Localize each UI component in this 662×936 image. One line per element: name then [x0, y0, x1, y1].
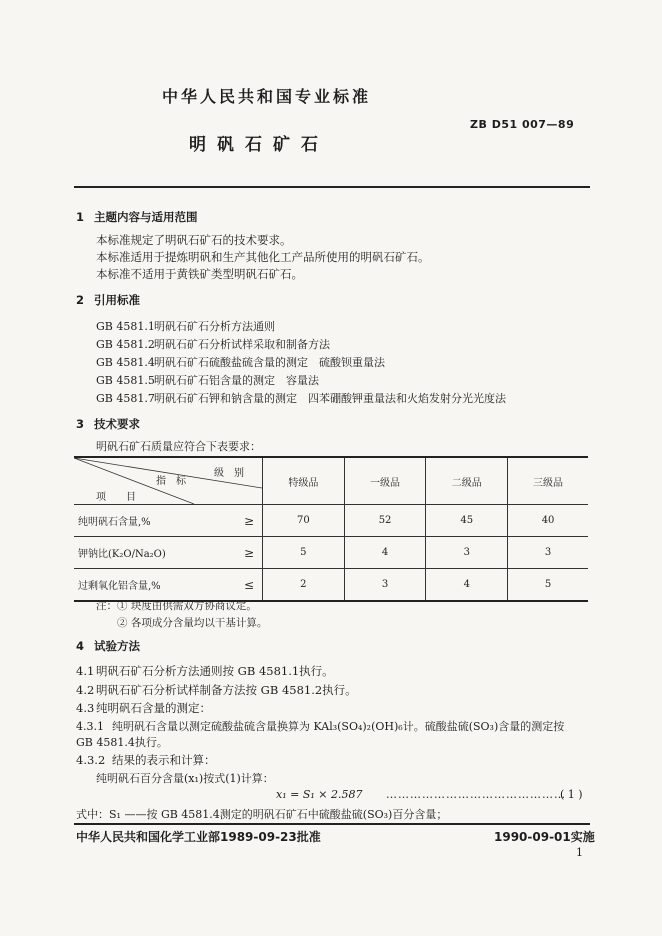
- grade-header: 二级品: [426, 457, 508, 505]
- table-header-row: [74, 457, 588, 505]
- section-2-heading: [76, 292, 140, 308]
- org-title: 中华人民共和国专业标准: [162, 87, 372, 106]
- table-cell: 5: [508, 569, 588, 602]
- grade-header: 一级品: [344, 457, 426, 505]
- reference-item: [96, 354, 385, 370]
- table-cell: 3: [508, 537, 588, 569]
- clause-continuation: GB 4581.4执行。: [76, 736, 168, 749]
- reference-item: [96, 318, 275, 334]
- effective-date: 1990-09-01实施: [494, 830, 595, 844]
- paragraph: 本标准规定了明矾石矿石的技术要求。: [96, 233, 292, 247]
- table-cell: 4: [344, 537, 426, 569]
- equation-where: 式中：S₁ ——按 GB 4581.4测定的明矾石矿石中硫酸盐硫(SO₃)百分含量；: [76, 808, 448, 821]
- table-intro: 明矾石矿石质量应符合下表要求：: [96, 440, 261, 453]
- equation-number: ( 1 ): [560, 788, 583, 801]
- table-cell: 4: [426, 569, 508, 602]
- table-note: ② 各项成分含量均以干基计算。: [117, 617, 268, 629]
- section-number: 2: [76, 293, 85, 307]
- approval-line: 中华人民共和国化学工业部1989-09-23批准: [76, 830, 321, 844]
- header-item-label: 项 目: [96, 492, 136, 503]
- reference-item: [96, 336, 330, 352]
- reference-title: 明矾石矿石分析方法通则: [154, 320, 275, 333]
- reference-item: [96, 390, 506, 406]
- clause-text: 明矾石矿石分析试样制备方法按 GB 4581.2执行。: [96, 683, 357, 697]
- reference-title: 明矾石矿石铝含量的测定 容量法: [154, 374, 319, 387]
- clause-text: 纯明矾石含量以测定硫酸盐硫含量换算为 KAl₃(SO₄)₂(OH)₆计。硫酸盐硫(SO₃)含量的测定按: [112, 720, 565, 733]
- clause-number: 4.3: [76, 701, 95, 715]
- standard-number: ZB D51 007—89: [470, 118, 575, 131]
- equation-leader-dots: ………………………………………: [386, 788, 566, 801]
- section-4-heading: [76, 638, 140, 654]
- paragraph: 本标准不适用于黄铁矿类型明矾石矿石。: [96, 267, 303, 281]
- table-note: 注：① 块度由供需双方协商议定。: [96, 600, 257, 612]
- table-row: [74, 505, 588, 537]
- section-title: 主题内容与适用范围: [94, 210, 198, 224]
- table-cell: 2: [263, 569, 345, 602]
- reference-code: GB 4581.4: [96, 356, 155, 369]
- comparison-symbol: ≤: [222, 569, 263, 602]
- reference-code: GB 4581.7: [96, 392, 155, 405]
- section-title: 试验方法: [94, 639, 140, 653]
- table-cell: 3: [344, 569, 426, 602]
- row-label: 钾钠比(K₂O/Na₂O): [74, 537, 222, 569]
- section-3-heading: [76, 416, 140, 432]
- clause-text: 结果的表示和计算：: [112, 753, 216, 767]
- clause-number: 4.1: [76, 664, 95, 678]
- table-row: [74, 537, 588, 569]
- reference-code: GB 4581.5: [96, 374, 155, 387]
- clause: [76, 700, 211, 716]
- section-number: 1: [76, 210, 85, 224]
- reference-title: 明矾石矿石硫酸盐硫含量的测定 硫酸钡重量法: [154, 356, 385, 369]
- quality-table: [74, 456, 588, 602]
- section-1-heading: [76, 209, 198, 225]
- reference-item: [96, 372, 319, 388]
- document-title: 明矾石矿石: [189, 135, 329, 155]
- calc-intro: 纯明矾石百分含量(x₁)按式(1)计算：: [96, 772, 274, 785]
- table-cell: 3: [426, 537, 508, 569]
- clause-number: 4.3.1: [76, 720, 104, 733]
- comparison-symbol: ≥: [222, 505, 263, 537]
- table-cell: 5: [263, 537, 345, 569]
- clause: [76, 663, 334, 679]
- section-number: 3: [76, 417, 85, 431]
- table-cell: 52: [344, 505, 426, 537]
- section-title: 技术要求: [94, 417, 140, 431]
- section-number: 4: [76, 639, 85, 653]
- header-divider: [74, 186, 590, 188]
- row-label: 过剩氧化铝含量,%: [74, 569, 222, 602]
- equation: x₁ = S₁ × 2.587: [276, 788, 363, 801]
- table-cell: 70: [263, 505, 345, 537]
- section-title: 引用标准: [94, 293, 140, 307]
- table-cell: 40: [508, 505, 588, 537]
- reference-code: GB 4581.2: [96, 338, 155, 351]
- clause-text: 明矾石矿石分析方法通则按 GB 4581.1执行。: [96, 664, 334, 678]
- footer-divider: [74, 823, 590, 825]
- clause: [76, 752, 216, 768]
- clause: [76, 682, 357, 698]
- reference-code: GB 4581.1: [96, 320, 155, 333]
- row-label: 纯明矾石含量,%: [74, 505, 222, 537]
- reference-title: 明矾石矿石钾和钠含量的测定 四苯硼酸钾重量法和火焰发射分光光度法: [154, 392, 506, 405]
- table-row: [74, 569, 588, 602]
- clause-number: 4.3.2: [76, 753, 106, 767]
- header-grade-label: 级 别: [214, 468, 244, 479]
- comparison-symbol: ≥: [222, 537, 263, 569]
- clause: [76, 718, 564, 734]
- table-cell: 45: [426, 505, 508, 537]
- reference-title: 明矾石矿石分析试样采取和制备方法: [154, 338, 330, 351]
- clause-number: 4.2: [76, 683, 95, 697]
- clause-text: 纯明矾石含量的测定：: [96, 701, 211, 715]
- grade-header: 三级品: [508, 457, 588, 505]
- grade-header: 特级品: [263, 457, 345, 505]
- header-index-label: 指 标: [156, 476, 186, 487]
- page-number: 1: [576, 846, 583, 859]
- diagonal-header-cell: [74, 457, 263, 505]
- paragraph: 本标准适用于提炼明矾和生产其他化工产品所使用的明矾石矿石。: [96, 250, 430, 264]
